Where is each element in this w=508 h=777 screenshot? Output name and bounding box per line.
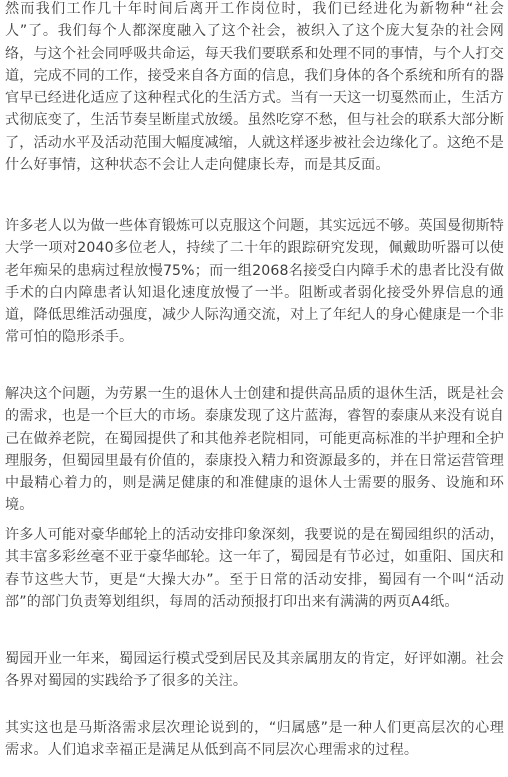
article-paragraph-6: 其实这也是马斯洛需求层次理论说到的，“归属感”是一种人们更高层次的心理需求。人们追求幸福正是满足从低到高不同层次心理需求的过程。 [5, 720, 504, 759]
article-paragraph-4: 许多人可能对豪华邮轮上的活动安排印象深刻，我要说的是在蜀园组织的活动，其丰富多彩丝毫不亚于豪华邮轮。这一年了，蜀园是有节必过，如重阳、国庆和春节这些大节，更是“大操大办”。至于日常的活动安排，蜀园有一个叫“活动部”的部门负责筹划组织，每周的活动预报打印出来有满满的两页A4纸。 [5, 527, 504, 610]
article-paragraph-3: 解决这个问题，为劳累一生的退休人士创建和提供高品质的退休生活，既是社会的需求，也是一个巨大的市场。泰康发现了这片蓝海，睿智的泰康从来没有说自己在做养老院，在蜀园提供了和其他养老院相同，可能更高标准的半护理和全护理服务，但蜀园里最有价值的，泰康投入精力和资源最多的，并在日常运营管理中最精心着力的，则是满足健康的和准健康的退休人士需要的服务、设施和环境。 [5, 386, 504, 514]
article-paragraph-1: 然而我们工作几十年时间后离开工作岗位时，我们已经进化为新物种“社会人”了。我们每个人都深度融入了这个社会，被织入了这个庞大复杂的社会网络，与这个社会同呼吸共命运，每天我们要联系和处理不同的事情，与个人打交道，完成不同的工作，接受来自各方面的信息，我们身体的各个系统和所有的器官早已经进化适应了这种程式化的生活方式。当有一天这一切戛然而止，生活方式彻底变了，生活节奏呈断崖式放缓。虽然吃穿不愁，但与社会的联系大部分断了，活动水平及活动范围大幅度减缩，人就这样逐步被社会边缘化了。这绝不是什么好事情，这种状态不会让人走向健康长寿，而是其反面。 [5, 1, 504, 174]
article-paragraph-2: 许多老人以为做一些体育锻炼可以克服这个问题，其实远远不够。英国曼彻斯特大学一项对2040多位老人，持续了二十年的跟踪研究发现，佩戴助听器可以使老年痴呆的患病过程放慢75%；而一组2068名接受白内障手术的患者比没有做手术的白内障患者认知退化速度放慢了一半。阻断或者弱化接受外界信息的通道，降低思维活动强度，减少人际沟通交流，对上了年纪人的身心健康是一个非常可怕的隐形杀手。 [5, 218, 504, 346]
article-paragraph-5: 蜀园开业一年来，蜀园运行模式受到居民及其亲属朋友的肯定，好评如潮。社会各界对蜀园的实践给予了很多的关注。 [5, 651, 504, 690]
